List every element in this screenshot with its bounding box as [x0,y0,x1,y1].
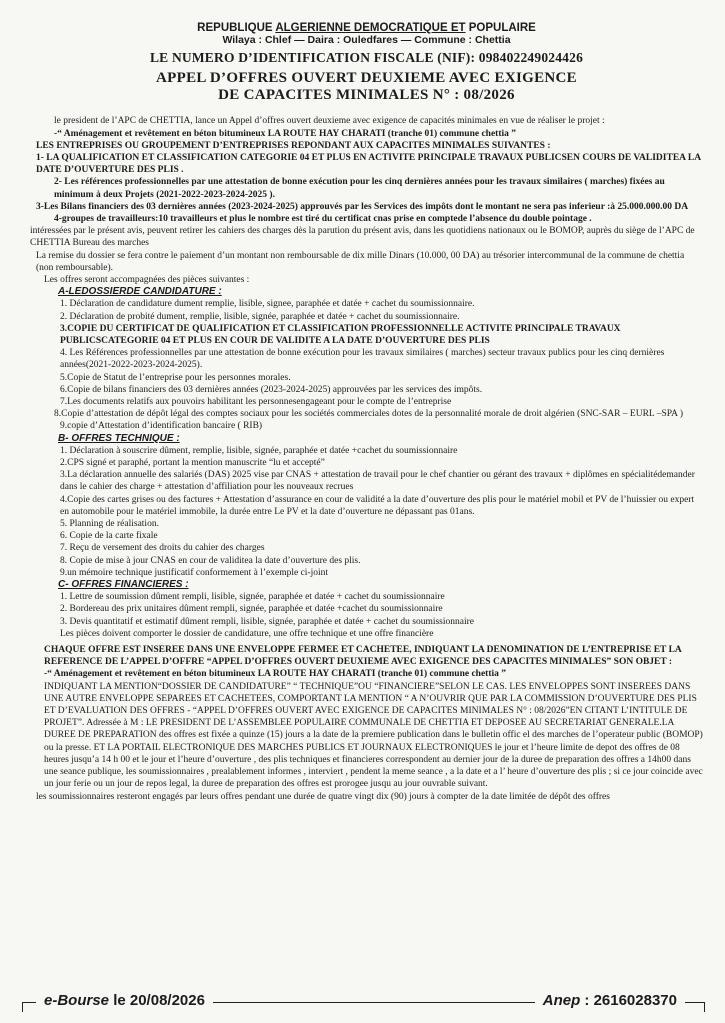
list-item: 1. Déclaration à souscrire dûment, remplie, lisible, signée, paraphée et datée +cachet du soumissionnaire [60,445,458,456]
list-item: 9.copie d’Attestation d’identification bancaire ( RIB) [60,421,263,432]
list-item: 6.Copie de bilans financiers des 03 dernières années (2023-2024-2025) approuvées par les services des impôts. [60,384,483,395]
section-a-title: A-LEDOSSIERDE CANDIDATURE : [58,286,222,298]
submission-paragraph: INDIQUANT LA MENTION“DOSSIER DE CANDIDATURE” “ TECHNIQUE”OU “FINANCIERE”SELON LE CAS. LES ENVELOPPES SONT INSEREES DANS UNE AUTRE ENVELOPPE SEPAREES ET CACHETEES, COMPORTANT LA MENTION “ A N’OUVRIR QUE PAR LA COMMISSION D’OUVERTURE DES PLIS ET D’EVALUATION DES OFFRES - “APPEL D’OFFRES OUVERT AVEC EXIGENCE DE CAPACITES MINIMALES N° : 08/2026”EN CITANT L’INTITULE DE PROJET”. Adressée à M : LE PRESIDENT DE L’ASSEMBLEE POPULAIRE COMMUNALE DE CHETTIA ET DEPOSEE AU SECRETARIAT GENERALE.LA DUREE DE PREPARATION des offres est fixée a quinze (15) jours a la date de la premiere publication dans le bulletin offic el des marches de l’operateur public (BOMOP) ou la presse. ET LA PORTAIL ELECTRONIQUE DES MARCHES PUBLICS ET JOURNAUX ELECTRONIQUES le jour et l’heure limite de depot des offres de 08 heures jusqu’a 14 h 00 et le jour et l’heure d’ouverture , des plis techniques et financieres correspondent au dernier jour de la duree de preparation des offres a 14h00 dans une seance publique, les soumissionnaires , prealablement informes , interviert , pendent la meme seance , a la date et a l’ heure d’ouverture des plis ; si ce jour coincide avec un jour ferie ou un jour de repos legal, la duree de preparation des offres est prorogee jusqu au jour ouvrable suivant. [44,681,703,790]
envelope-paragraph: CHAQUE OFFRE EST INSEREE DANS UNE ENVELOPPE FERMEE ET CACHETEE, INDIQUANT LA DENOMINATION DE L’ENTREPRISE ET LA REFERENCE DE L’APPEL D’OFFRE “APPEL D’OFFRES OUVERT DEUXIEME AVEC EXIGENCE DES CAPACITES MINIMALES” SON OBJET : [44,645,682,668]
validity-paragraph: les soumissionnaires resteront engagés par leurs offres pendant une durée de quatre vingt dix (90) jours à compter de la date limitée de dépôt des offres [36,791,610,802]
list-item: 2.CPS signé et paraphé, portant la mention manuscrite “lu et accepté” [60,458,325,469]
footer-ebourse: e-Bourse le 20/08/2026 [36,992,213,1009]
criterion-2: 2- Les références professionnelles par une attestation de bonne exécution pour les cinq dernières années pour les travaux similaires ( marches) fixées au minimum à deux Projets (2021-2022-2023-2024-2025 ). [54,177,665,200]
eligibility-heading: LES ENTREPRISES OU GROUPEMENT D’ENTREPRISES REPONDANT AUX CAPACITES MINIMALES SUIVANTES : [36,140,551,151]
fee-paragraph: La remise du dossier se fera contre le paiement d’un montant non remboursable de dix mille Dinars (10.000, 00 DA) au trésorier intercommunal de la commune de chettia (non remboursable). [36,250,685,273]
list-item: 1. Lettre de soumission dûment rempli, lisible, signée, paraphée et datée + cachet du soumissionnaire [60,592,445,603]
list-item: 7. Reçu de versement des droits du cahier des charges [60,543,265,554]
document-footer [22,992,705,1018]
project-name: -“ Aménagement et revêtement en béton bitumineux LA ROUTE HAY CHARATI (tranche 01) commune chettia ” [54,128,517,139]
republic-line: REPUBLIQUE ALGERIENNE DEMOCRATIQUE ET POPULAIRE [197,22,536,34]
list-item: 9.un mémoire technique justificatif conformement à l’exemple ci-joint [60,567,329,578]
list-item: 2. Bordereau des prix unitaires dûment rempli, signée, paraphée et datée +cachet du soumissionnaire [60,604,443,615]
document-header [30,22,703,103]
nif-line: LE NUMERO D’IDENTIFICATION FISCALE (NIF): 098402249024426 [149,49,584,65]
footer-left-cap [22,1002,23,1012]
list-item: 8. Copie de mise à jour CNAS en cour de validitea la date d’ouverture des plis. [60,555,361,566]
list-item: 3. Devis quantitatif et estimatif dûment rempli, lisible, signée, paraphée et datée + cachet du soumissionnaire [60,616,474,627]
title-line-2: DE CAPACITES MINIMALES N° : 08/2026 [218,86,515,103]
list-item: 3.La déclaration annuelle des salariés (DAS) 2025 vise par CNAS + attestation de travail pour le chef chantier ou gérant des travaux + diplômes en spécialitédemander dans le cahier des charge + attestation d’affiliation pour les nouveaux recrues [60,470,695,493]
envelope-project: -“ Aménagement et revêtement en béton bitumineux LA ROUTE HAY CHARATI (tranche 01) commune chettia ” [44,669,507,680]
list-item: 5. Planning de réalisation. [60,519,159,530]
list-item: 4. Les Références professionnelles par une attestation de bonne exécution pour les travaux similaires ( marches) secteur travaux publics pour les cinq dernières années(2021-2022-2023-2024-2025). [60,348,665,371]
withdrawal-paragraph: intéressées par le présent avis, peuvent retirer les cahiers des charges dès la parution du présent avis, dans les quotidiens nationaux ou le BOMOP, auprès du siège de l’APC de CHETTIA Bureau des marches [30,226,695,249]
footer-anep: Anep : 2616028370 [535,992,685,1009]
list-item: 6. Copie de la carte fixale [60,531,158,542]
list-item: 5.Copie de Statut de l’entreprise pour les personnes morales. [60,372,291,383]
section-c-note: Les pièces doivent comporter le dossier de candidature, une offre technique et une offre financière [60,628,434,639]
list-item: 4.Copie des cartes grises ou des factures + Attestation d’assurance en cour de validité a la date d’ouverture des plis pour le matériel mobil et PV de l’huissier ou expert en automobile pour le matériel immobile, la durée entre Le PV et la date d’ouverture ne dépassant pas 01ans. [60,494,695,517]
section-b-title: B- OFFRES TECHNIQUE : [58,432,180,444]
list-item: 1. Déclaration de candidature dument remplie, lisible, signee, paraphée et datée + cachet du soumissionnaire. [60,299,475,310]
list-item: 3.COPIE DU CERTIFICAT DE QUALIFICATION ET CLASSIFICATION PROFESSIONNELLE ACTIVITE PRINCIPALE TRAVAUX PUBLICSCATEGORIE 04 ET PLUS EN COUR DE VALIDITE A LA DATE D’OUVERTURE DES PLIS [60,323,621,346]
criterion-4: 4-groupes de travailleurs:10 travailleurs et plus le nombre est tiré du certificat cnas prise en comptede l’absence du double pointage . [54,213,592,224]
list-item: 2. Déclaration de probité dument, remplie, lisible, signée, paraphée et datée + cachet du soumissionnaire. [60,311,460,322]
criterion-3: 3-Les Bilans financiers des 03 dernières années (2023-2024-2025) approuvés par les Services des impôts dont le montant ne sera pas inferieur :à 25.000.000.00 DA [36,201,689,212]
document-body [30,115,703,802]
section-c-title: C- OFFRES FINANCIERES : [58,579,189,591]
list-item: 7.Les documents relatifs aux pouvoirs habilitant les personnesengageant pour le compte de l’entreprise [60,397,452,407]
title-line-1: APPEL D’OFFRES OUVERT DEUXIEME AVEC EXIGENCE [156,69,577,86]
footer-right-cap [704,1002,705,1012]
criterion-1: 1- LA QUALIFICATION ET CLASSIFICATION CATEGORIE 04 ET PLUS EN ACTIVITE PRINCIPALE TRAVAUX PUBLICSEN COURS DE VALIDITEA LA DATE D’OUVERTURE DES PLIS . [36,152,701,176]
wilaya-line: Wilaya : Chlef — Daira : Ouledfares — Commune : Chettia [222,33,511,46]
pieces-intro: Les offres seront accompagnées des pièces suivantes : [44,274,250,285]
republic-underlined: ALGERIENNE DEMOCRATIQUE ET [275,22,466,34]
intro-paragraph: le president de l’APC de CHETTIA, lance un Appel d’offres ouvert deuxieme avec exigence de capacités minimales en vue de réaliser le projet : [54,116,605,127]
list-item: 8.Copie d’attestation de dépôt légal des comptes sociaux pour les sociétés commerciales dotes de la personnalité morale de droit algérien (SNC-SAR – EURL –SPA ) [54,409,684,420]
